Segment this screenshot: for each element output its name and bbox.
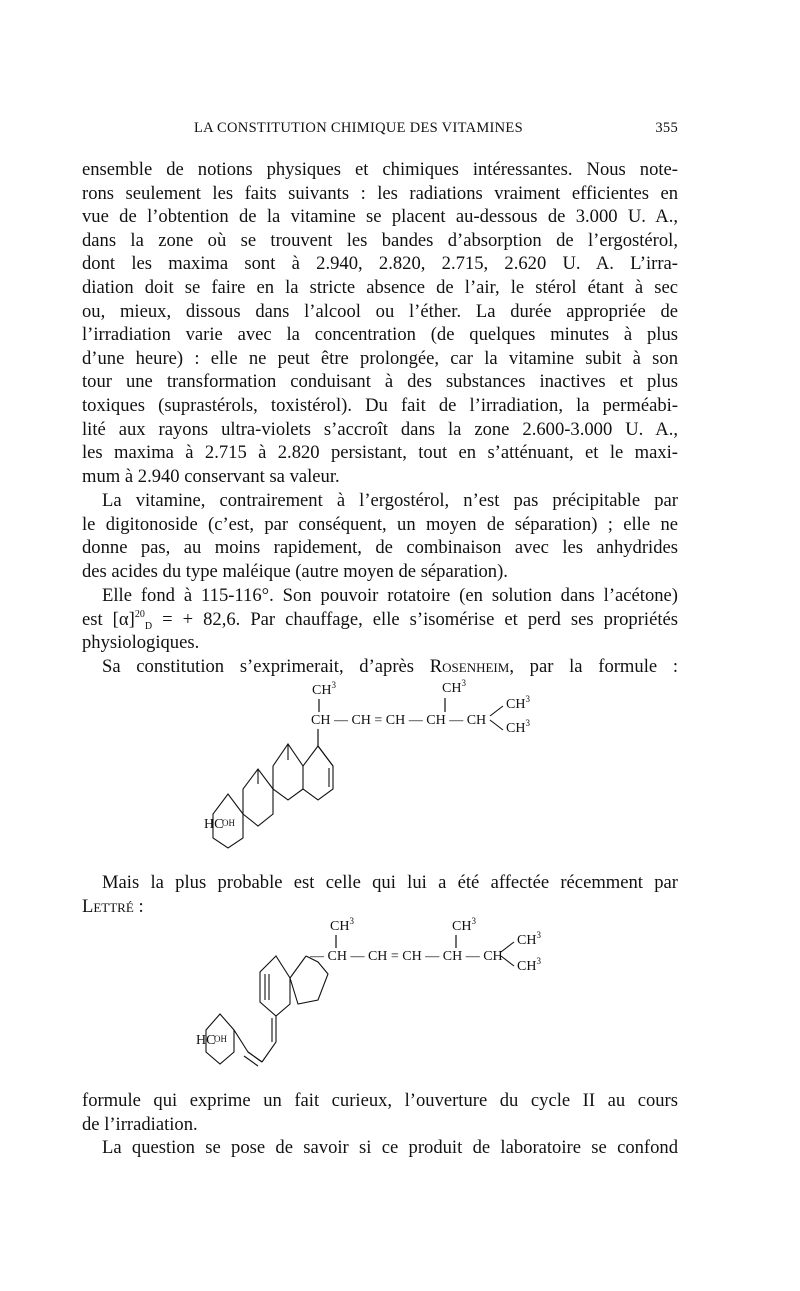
text-line: rons seulement les faits suivants : les radiations vraiment efficientes en bbox=[82, 182, 678, 204]
text-line: diation doit se faire en la stricte absence de l’air, le stérol étant à sec bbox=[82, 276, 678, 298]
paragraph-1 bbox=[82, 158, 678, 488]
hydroxyl-carbon: HC bbox=[204, 817, 224, 832]
text-line: formule qui exprime un fait curieux, l’ouverture du cycle II au cours bbox=[82, 1090, 678, 1111]
text-line: d’une heure) : elle ne peut être prolongée, car la vitamine subit à son bbox=[82, 347, 678, 369]
lettre-formula bbox=[190, 912, 610, 1086]
side-chain: CH — CH = CH — CH — CH bbox=[311, 713, 487, 728]
methyl-label: $CH^3$ bbox=[517, 956, 541, 974]
structural-formula-2 bbox=[190, 912, 610, 1082]
paragraph-7 bbox=[82, 1136, 678, 1160]
structural-formula-1 bbox=[196, 676, 616, 861]
methyl-label: $CH^3$ bbox=[330, 916, 354, 934]
running-header bbox=[82, 120, 678, 142]
methyl-label: $CH^3$ bbox=[517, 930, 541, 948]
text-line: La vitamine, contrairement à l’ergostérol, n’est pas précipitable par bbox=[102, 490, 678, 511]
text-line: dont les maxima sont à 2.940, 2.820, 2.715, 2.620 U. A. L’irra- bbox=[82, 253, 678, 275]
text-line: ou, mieux, dissous dans l’alcool ou l’éther. La durée appropriée de bbox=[82, 300, 678, 322]
text-line: les maxima à 2.715 à 2.820 persistant, tout en s’atténuant, et le maxi- bbox=[82, 442, 678, 464]
page-number: 355 bbox=[655, 120, 678, 136]
paragraph-2 bbox=[82, 489, 678, 583]
text-line: physiologiques. bbox=[82, 632, 200, 654]
methyl-label: $CH^3$ bbox=[312, 680, 336, 698]
author-name: Lettré bbox=[82, 895, 134, 917]
paragraph-3 bbox=[82, 584, 678, 655]
text-fragment: : bbox=[133, 895, 144, 917]
text-line: lité aux rayons ultra-violets s’accroît dans la zone 2.600-3.000 U. A., bbox=[82, 418, 678, 440]
text-line bbox=[82, 608, 678, 632]
methyl-label: $CH^3$ bbox=[442, 678, 466, 696]
text-line: Elle fond à 115-116°. Son pouvoir rotatoire (en solution dans l’acétone) bbox=[102, 585, 678, 606]
methyl-label: $CH^3$ bbox=[506, 718, 530, 736]
author-name: Rosenheim bbox=[429, 656, 510, 677]
hydroxyl-group: OH bbox=[214, 1034, 227, 1044]
text-line: ensemble de notions physiques et chimiques intéressantes. Nous note- bbox=[82, 159, 678, 180]
text-line: le digitonoside (c’est, par conséquent, un moyen de séparation) ; elle ne bbox=[82, 513, 678, 535]
text-line: La question se pose de savoir si ce produit de laboratoire se confond bbox=[102, 1137, 678, 1158]
text-fragment: Sa constitution s’exprimerait, d’après bbox=[102, 656, 430, 677]
methyl-label: $CH^3$ bbox=[506, 694, 530, 712]
rotation-line: D bbox=[144, 620, 153, 632]
text-line: mum à 2.940 conservant sa valeur. bbox=[82, 465, 340, 487]
text-line: des acides du type maléique (autre moyen de séparation). bbox=[82, 560, 508, 582]
text-line: Mais la plus probable est celle qui lui a été affectée récemment par bbox=[102, 872, 678, 893]
rosenheim-formula bbox=[196, 676, 616, 865]
paragraph-6 bbox=[82, 1089, 678, 1136]
methyl-label: $CH^3$ bbox=[452, 916, 476, 934]
text-line: de l’irradiation. bbox=[82, 1113, 198, 1135]
running-title: LA CONSTITUTION CHIMIQUE DES VITAMINES bbox=[194, 120, 523, 136]
text-line: tour une transformation conduisant à des substances inactives et plus bbox=[82, 371, 678, 393]
rotation-temperature: 20 bbox=[134, 608, 145, 620]
steroid-rings bbox=[206, 956, 328, 1066]
steroid-rings bbox=[213, 744, 333, 848]
text-line: donne pas, au moins rapidement, de combinaison avec les anhydrides bbox=[82, 537, 678, 559]
hydroxyl-carbon: HC bbox=[196, 1033, 216, 1048]
rotation-suffix: = + 82,6. Par chauffage, elle s’isomérise et perd ses propriétés bbox=[152, 608, 678, 630]
hydroxyl-group: OH bbox=[222, 818, 235, 828]
text-line: vue de l’obtention de la vitamine se placent au-dessous de 3.000 U. A., bbox=[82, 206, 678, 228]
text-fragment: , par la formule : bbox=[509, 656, 678, 677]
side-chain: — CH — CH = CH — CH — CH bbox=[310, 949, 503, 964]
rotation-prefix: est [α] bbox=[82, 608, 135, 630]
text-line: dans la zone où se trouvent les bandes d’absorption de l’ergostérol, bbox=[82, 229, 678, 251]
text-line: toxiques (suprastérols, toxistérol). Du fait de l’irradiation, la perméabi- bbox=[82, 394, 678, 416]
text-line: l’irradiation varie avec la concentration (de quelques minutes à plus bbox=[82, 324, 678, 346]
